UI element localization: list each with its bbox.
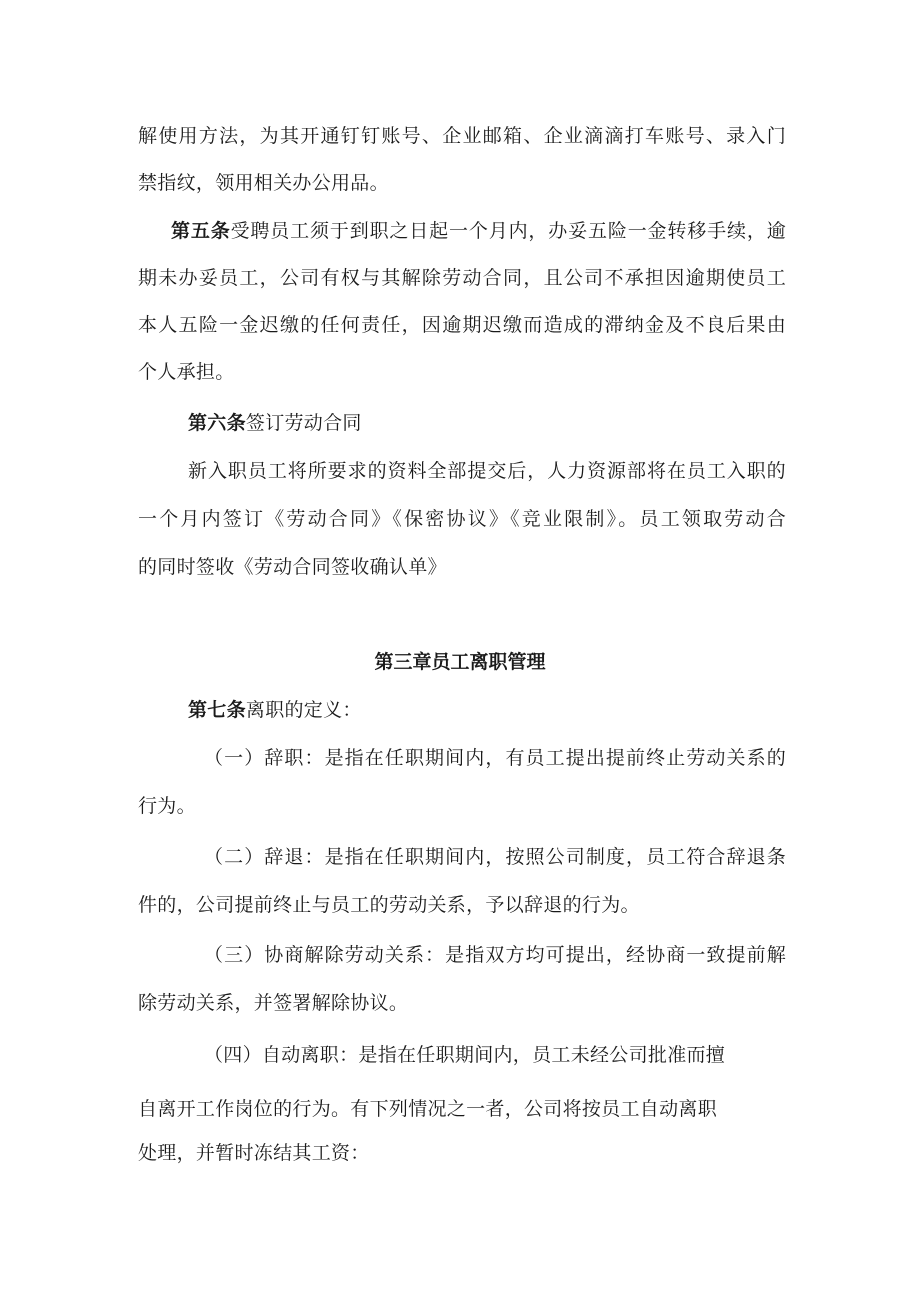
article-5-line-4: 个人承担。	[138, 361, 235, 383]
article-7-heading	[188, 698, 362, 722]
article-7-item-1-line-2: 行为。	[138, 795, 196, 817]
article-7-item-4-line-1: （四）自动离职：是指在任职期间内，员工未经公司批准而擅	[204, 1044, 726, 1066]
article-7-item-4-line-2: 自离开工作岗位的行为。有下列情况之一者，公司将按员工自动离职	[138, 1098, 718, 1120]
article-5-first-line	[171, 219, 786, 243]
article-6-line-1: 新入职员工将所要求的资料全部提交后，人力资源部将在员工入职的	[188, 460, 786, 482]
chapter-3-title: 第三章员工离职管理	[374, 651, 546, 673]
article-6-heading	[188, 411, 362, 435]
article-6-line-2: 一个月内签订《劳动合同》《保密协议》《竞业限制》。员工领取劳动合	[138, 508, 786, 530]
article-5-line-2: 期未办妥员工，公司有权与其解除劳动合同，且公司不承担因逾期使员工	[138, 267, 786, 289]
article-7-item-3-line-2: 除劳动关系，并签署解除协议。	[138, 992, 409, 1014]
article-7-item-2-line-1: （二）辞退：是指在任职期间内，按照公司制度，员工符合辞退条	[204, 846, 786, 868]
article-5-text: 受聘员工须于到职之日起一个月内，办妥五险一金转移手续，逾	[230, 220, 786, 242]
article-7-item-2-line-2: 件的，公司提前终止与员工的劳动关系，予以辞退的行为。	[138, 894, 640, 916]
article-7-item-3-line-1: （三）协商解除劳动关系：是指双方均可提出，经协商一致提前解	[204, 944, 786, 966]
article-6-line-3: 的同时签收《劳动合同签收确认单》	[138, 556, 447, 578]
article-5-label: 第五条	[171, 220, 231, 242]
article-7-item-4-line-3: 处理，并暂时冻结其工资：	[138, 1142, 370, 1164]
intro-line-2: 禁指纹，领用相关办公用品。	[138, 172, 389, 194]
article-7-label: 第七条	[188, 699, 246, 721]
intro-line-1: 解使用方法，为其开通钉钉账号、企业邮箱、企业滴滴打车账号、录入门	[138, 125, 786, 147]
article-5-line-3: 本人五险一金迟缴的任何责任，因逾期迟缴而造成的滞纳金及不良后果由	[138, 314, 786, 336]
article-6-label: 第六条	[188, 412, 246, 434]
article-7-item-1-line-1: （一）辞职：是指在任职期间内，有员工提出提前终止劳动关系的	[204, 747, 786, 769]
article-6-title: 签订劳动合同	[245, 412, 362, 434]
article-7-title: 离职的定义：	[245, 699, 362, 721]
